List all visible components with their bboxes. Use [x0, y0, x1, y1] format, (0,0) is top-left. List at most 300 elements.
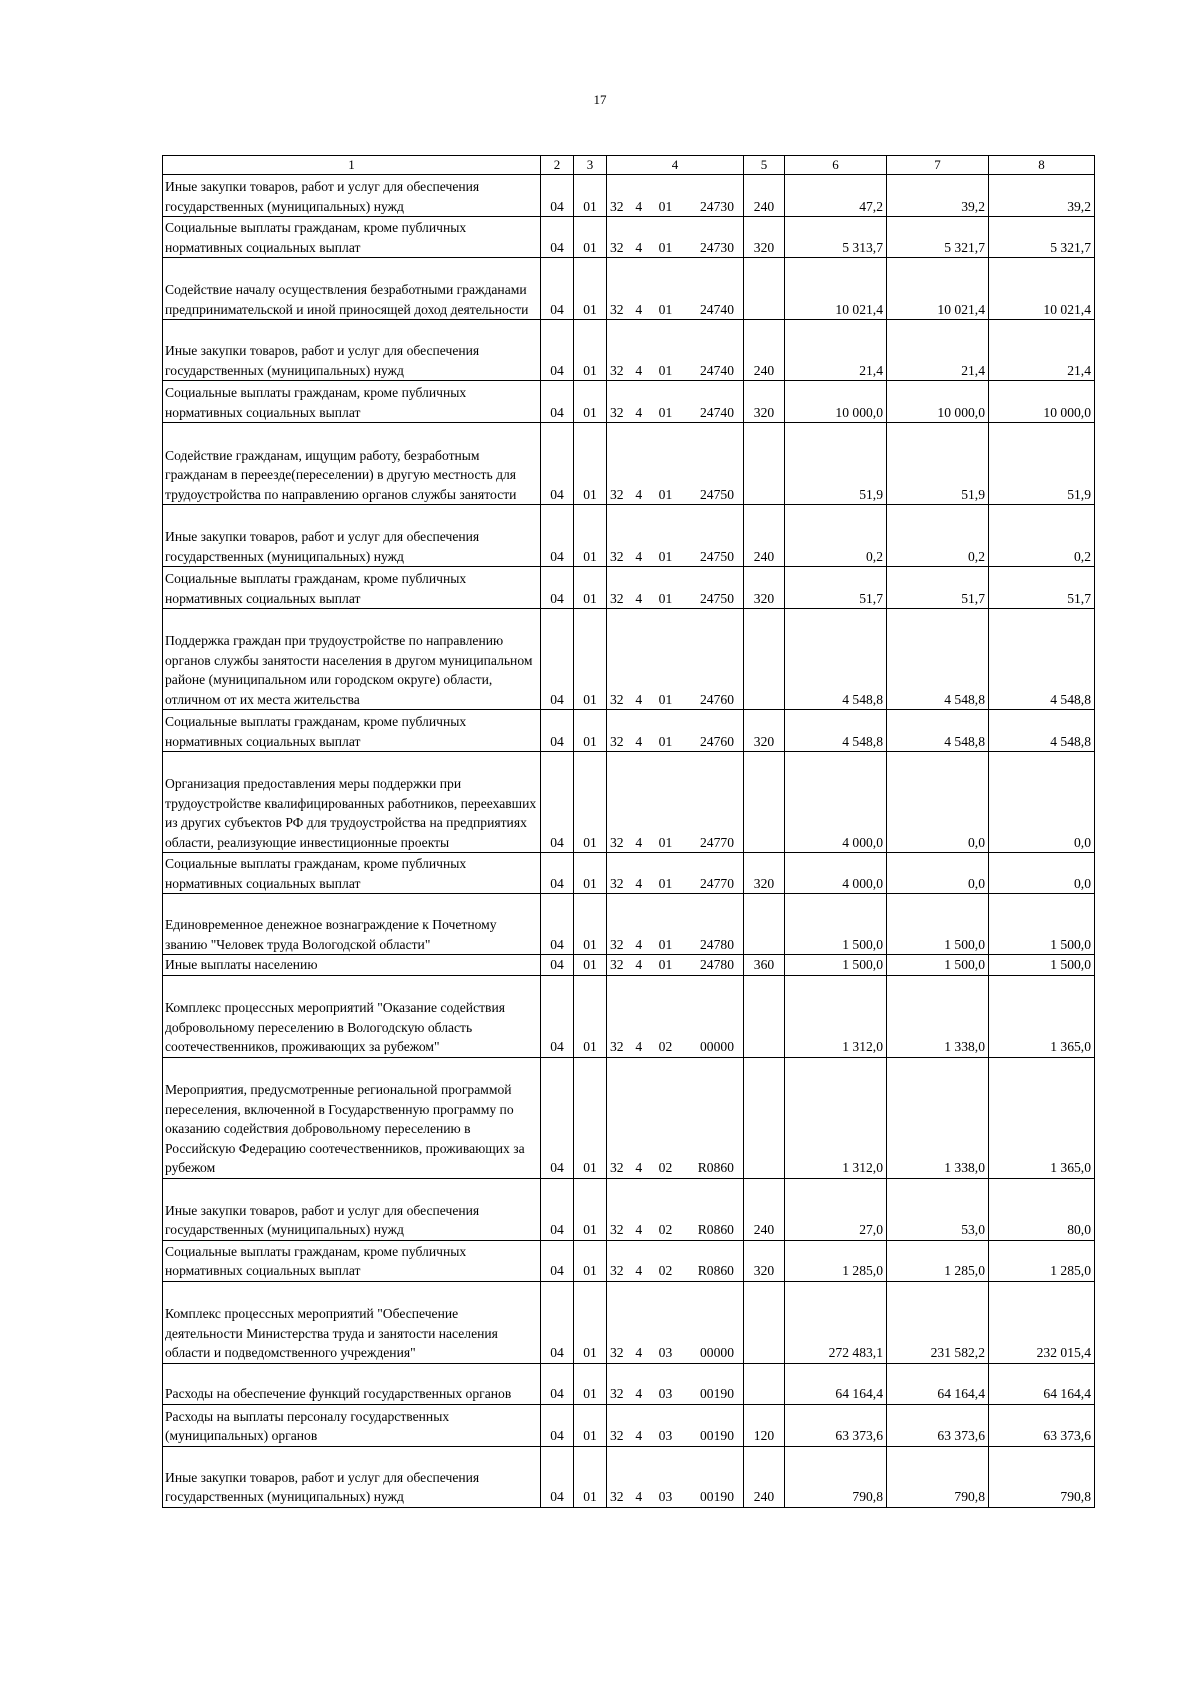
- section-code: 04: [541, 1404, 574, 1446]
- amount-col7: 21,4: [887, 320, 989, 381]
- table-row: [163, 175, 1095, 217]
- program-code-parts: [610, 690, 740, 710]
- program-code-part: 32: [610, 691, 624, 707]
- table-row: [163, 710, 1095, 752]
- program-code-part: 32: [610, 1345, 624, 1360]
- program-code-part: 24750: [700, 486, 734, 502]
- program-code-parts: [610, 1158, 740, 1178]
- program-code-parts: [610, 1261, 740, 1281]
- program-code-part: 32: [610, 1263, 624, 1278]
- amount-col7: 51,9: [887, 423, 989, 505]
- program-code: [607, 894, 744, 955]
- program-code: [607, 505, 744, 567]
- expense-type-code: 320: [744, 381, 785, 423]
- expense-type-code: 320: [744, 710, 785, 752]
- program-code-part: 24760: [700, 733, 734, 749]
- amount-col7: 1 500,0: [887, 894, 989, 955]
- section-code: 04: [541, 894, 574, 955]
- subsection-code: 01: [574, 567, 607, 609]
- expense-type-code: [744, 1281, 785, 1363]
- subsection-code: 01: [574, 1404, 607, 1446]
- row-name: Расходы на обеспечение функций государственных органов: [163, 1363, 541, 1404]
- program-code-part: 00190: [700, 1489, 734, 1504]
- program-code: [607, 567, 744, 609]
- program-code-part: 32: [610, 875, 624, 891]
- program-code-part: 4: [635, 1263, 643, 1278]
- section-code: 04: [541, 423, 574, 505]
- expense-type-code: [744, 752, 785, 853]
- amount-col8: 1 365,0: [989, 1057, 1095, 1178]
- table-row: [163, 975, 1095, 1057]
- program-code-part: 24750: [700, 548, 734, 564]
- program-code: [607, 752, 744, 853]
- program-code-part: 4: [635, 691, 643, 707]
- table-row: [163, 505, 1095, 567]
- subsection-code: 01: [574, 1363, 607, 1404]
- program-code-parts: [610, 1037, 740, 1057]
- amount-col8: 0,2: [989, 505, 1095, 567]
- program-code-part: 01: [658, 936, 673, 952]
- amount-col6: 21,4: [785, 320, 887, 381]
- row-name: Организация предоставления меры поддержки при трудоустройстве квалифицированных работников, переехавших из других субъектов РФ для трудоустройства на предприятиях области, реализующие инвестиционные проекты: [163, 752, 541, 853]
- row-name: Социальные выплаты гражданам, кроме публичных нормативных социальных выплат: [163, 381, 541, 423]
- program-code-part: 32: [610, 957, 624, 972]
- program-code-part: 4: [635, 1039, 643, 1054]
- program-code-part: 03: [658, 1345, 673, 1360]
- amount-col6: 47,2: [785, 175, 887, 217]
- section-code: 04: [541, 752, 574, 853]
- row-name: Единовременное денежное вознаграждение к Почетному званию "Человек труда Вологодской области": [163, 894, 541, 955]
- subsection-code: 01: [574, 258, 607, 320]
- program-code-part: 03: [658, 1428, 673, 1443]
- amount-col8: 4 548,8: [989, 710, 1095, 752]
- program-code-parts: [610, 238, 740, 258]
- program-code-part: 32: [610, 733, 624, 749]
- section-code: 04: [541, 505, 574, 567]
- subsection-code: 01: [574, 217, 607, 258]
- amount-col7: 4 548,8: [887, 609, 989, 710]
- program-code: [607, 609, 744, 710]
- table-row: [163, 320, 1095, 381]
- amount-col7: 1 338,0: [887, 975, 989, 1057]
- subsection-code: 01: [574, 975, 607, 1057]
- subsection-code: 01: [574, 1057, 607, 1178]
- subsection-code: 01: [574, 1240, 607, 1281]
- section-code: 04: [541, 1446, 574, 1507]
- budget-table: [162, 155, 1095, 1508]
- subsection-code: 01: [574, 381, 607, 423]
- amount-col7: 10 000,0: [887, 381, 989, 423]
- header-cell: 2: [541, 156, 574, 175]
- section-code: 04: [541, 1178, 574, 1240]
- program-code-part: 32: [610, 362, 624, 378]
- subsection-code: 01: [574, 1446, 607, 1507]
- program-code-part: 24740: [700, 301, 734, 317]
- table-row: [163, 217, 1095, 258]
- subsection-code: 01: [574, 1178, 607, 1240]
- program-code-part: 32: [610, 404, 624, 420]
- amount-col6: 1 285,0: [785, 1240, 887, 1281]
- program-code-part: 4: [635, 957, 643, 972]
- subsection-code: 01: [574, 853, 607, 894]
- amount-col8: 4 548,8: [989, 609, 1095, 710]
- section-code: 04: [541, 710, 574, 752]
- page-number: 17: [593, 92, 607, 107]
- amount-col6: 10 021,4: [785, 258, 887, 320]
- program-code-part: 01: [658, 957, 673, 972]
- program-code: [607, 955, 744, 976]
- section-code: 04: [541, 381, 574, 423]
- program-code-part: 32: [610, 301, 624, 317]
- program-code-part: 00000: [700, 1345, 734, 1360]
- row-name: Расходы на выплаты персоналу государственных (муниципальных) органов: [163, 1404, 541, 1446]
- amount-col8: 1 500,0: [989, 955, 1095, 976]
- program-code-part: 32: [610, 834, 624, 850]
- program-code-part: R0860: [697, 1160, 734, 1175]
- program-code-parts: [610, 589, 740, 609]
- amount-col6: 5 313,7: [785, 217, 887, 258]
- amount-col6: 27,0: [785, 1178, 887, 1240]
- section-code: 04: [541, 975, 574, 1057]
- program-code-part: 4: [635, 1222, 643, 1237]
- table-row: [163, 381, 1095, 423]
- program-code-part: 32: [610, 486, 624, 502]
- amount-col8: 0,0: [989, 853, 1095, 894]
- amount-col6: 4 548,8: [785, 609, 887, 710]
- program-code-part: 4: [635, 590, 643, 606]
- program-code-parts: [610, 874, 740, 894]
- amount-col8: 10 021,4: [989, 258, 1095, 320]
- amount-col6: 51,7: [785, 567, 887, 609]
- program-code-part: 02: [658, 1263, 673, 1278]
- table-row: [163, 955, 1095, 976]
- section-code: 04: [541, 258, 574, 320]
- amount-col6: 1 312,0: [785, 1057, 887, 1178]
- program-code-part: 32: [610, 1428, 624, 1443]
- program-code-part: 24780: [700, 957, 734, 972]
- expense-type-code: [744, 258, 785, 320]
- row-name: Содействие гражданам, ищущим работу, безработным гражданам в переезде(переселении) в другую местность для трудоустройства по направлению органов службы занятости: [163, 423, 541, 505]
- program-code-part: 01: [658, 691, 673, 707]
- amount-col7: 64 164,4: [887, 1363, 989, 1404]
- amount-col8: 64 164,4: [989, 1363, 1095, 1404]
- amount-col6: 1 312,0: [785, 975, 887, 1057]
- amount-col6: 63 373,6: [785, 1404, 887, 1446]
- program-code-parts: [610, 1384, 740, 1404]
- expense-type-code: 120: [744, 1404, 785, 1446]
- section-code: 04: [541, 1281, 574, 1363]
- section-code: 04: [541, 320, 574, 381]
- table-row: [163, 567, 1095, 609]
- amount-col7: 231 582,2: [887, 1281, 989, 1363]
- section-code: 04: [541, 853, 574, 894]
- program-code-parts: [610, 485, 740, 505]
- program-code-part: 32: [610, 1489, 624, 1504]
- program-code-part: 24760: [700, 691, 734, 707]
- row-name: Иные закупки товаров, работ и услуг для обеспечения государственных (муниципальных) нужд: [163, 505, 541, 567]
- section-code: 04: [541, 955, 574, 976]
- table-row: [163, 1363, 1095, 1404]
- amount-col8: 1 500,0: [989, 894, 1095, 955]
- program-code-part: 4: [635, 1428, 643, 1443]
- program-code-part: 01: [658, 548, 673, 564]
- amount-col6: 272 483,1: [785, 1281, 887, 1363]
- amount-col7: 39,2: [887, 175, 989, 217]
- section-code: 04: [541, 175, 574, 217]
- amount-col7: 4 548,8: [887, 710, 989, 752]
- table-row: [163, 1240, 1095, 1281]
- program-code-parts: [610, 935, 740, 955]
- expense-type-code: 240: [744, 320, 785, 381]
- expense-type-code: 240: [744, 1178, 785, 1240]
- expense-type-code: 360: [744, 955, 785, 976]
- program-code-part: 02: [658, 1222, 673, 1237]
- amount-col8: 1 285,0: [989, 1240, 1095, 1281]
- header-cell: 8: [989, 156, 1095, 175]
- amount-col8: 10 000,0: [989, 381, 1095, 423]
- subsection-code: 01: [574, 609, 607, 710]
- program-code-part: 24750: [700, 590, 734, 606]
- program-code-parts: [610, 1487, 740, 1507]
- table-row: [163, 1057, 1095, 1178]
- program-code: [607, 258, 744, 320]
- program-code-part: 4: [635, 486, 643, 502]
- expense-type-code: 320: [744, 1240, 785, 1281]
- row-name: Иные выплаты населению: [163, 955, 541, 976]
- header-cell: 4: [607, 156, 744, 175]
- row-name: Мероприятия, предусмотренные региональной программой переселения, включенной в Государственную программу по оказанию содействия добровольному переселению в Российскую Федерацию соотечественников, проживающих за рубежом: [163, 1057, 541, 1178]
- section-code: 04: [541, 1363, 574, 1404]
- program-code: [607, 217, 744, 258]
- amount-col8: 5 321,7: [989, 217, 1095, 258]
- amount-col8: 232 015,4: [989, 1281, 1095, 1363]
- program-code-part: 01: [658, 362, 673, 378]
- program-code-part: 32: [610, 239, 624, 255]
- program-code: [607, 853, 744, 894]
- program-code: [607, 423, 744, 505]
- program-code-parts: [610, 300, 740, 320]
- program-code: [607, 1446, 744, 1507]
- program-code-part: 4: [635, 936, 643, 952]
- program-code-part: 4: [635, 362, 643, 378]
- header-row: [163, 156, 1095, 175]
- amount-col7: 0,0: [887, 853, 989, 894]
- amount-col6: 4 000,0: [785, 752, 887, 853]
- row-name: Поддержка граждан при трудоустройстве по направлению органов службы занятости населения в другом муниципальном районе (муниципальном или городском округе) области, отличном от их места жительства: [163, 609, 541, 710]
- header-cell: 3: [574, 156, 607, 175]
- program-code-part: 4: [635, 301, 643, 317]
- program-code-part: 32: [610, 936, 624, 952]
- expense-type-code: 240: [744, 175, 785, 217]
- section-code: 04: [541, 609, 574, 710]
- amount-col6: 0,2: [785, 505, 887, 567]
- program-code-part: 24730: [700, 239, 734, 255]
- table-row: [163, 258, 1095, 320]
- program-code-part: 01: [658, 834, 673, 850]
- amount-col7: 0,2: [887, 505, 989, 567]
- program-code: [607, 320, 744, 381]
- program-code-part: 4: [635, 834, 643, 850]
- table-row: [163, 423, 1095, 505]
- amount-col8: 80,0: [989, 1178, 1095, 1240]
- expense-type-code: [744, 1363, 785, 1404]
- amount-col7: 10 021,4: [887, 258, 989, 320]
- program-code-part: 4: [635, 875, 643, 891]
- expense-type-code: [744, 894, 785, 955]
- expense-type-code: 240: [744, 505, 785, 567]
- program-code: [607, 710, 744, 752]
- program-code: [607, 1178, 744, 1240]
- amount-col6: 1 500,0: [785, 894, 887, 955]
- amount-col8: 63 373,6: [989, 1404, 1095, 1446]
- expense-type-code: 320: [744, 217, 785, 258]
- program-code-parts: [610, 732, 740, 752]
- program-code-part: 4: [635, 1160, 643, 1175]
- program-code-part: 32: [610, 1160, 624, 1175]
- program-code-part: 01: [658, 301, 673, 317]
- amount-col7: 0,0: [887, 752, 989, 853]
- header-cell: 5: [744, 156, 785, 175]
- amount-col8: 0,0: [989, 752, 1095, 853]
- amount-col8: 21,4: [989, 320, 1095, 381]
- amount-col6: 10 000,0: [785, 381, 887, 423]
- header-cell: 7: [887, 156, 989, 175]
- amount-col6: 4 000,0: [785, 853, 887, 894]
- program-code: [607, 975, 744, 1057]
- program-code-part: 4: [635, 1386, 643, 1401]
- table-row: [163, 1178, 1095, 1240]
- amount-col7: 5 321,7: [887, 217, 989, 258]
- program-code-part: 01: [658, 875, 673, 891]
- program-code-part: 24740: [700, 362, 734, 378]
- amount-col7: 1 500,0: [887, 955, 989, 976]
- subsection-code: 01: [574, 955, 607, 976]
- program-code-part: 32: [610, 1222, 624, 1237]
- program-code: [607, 1057, 744, 1178]
- program-code-part: 32: [610, 590, 624, 606]
- row-name: Социальные выплаты гражданам, кроме публичных нормативных социальных выплат: [163, 710, 541, 752]
- expense-type-code: 320: [744, 567, 785, 609]
- expense-type-code: [744, 609, 785, 710]
- program-code-part: 03: [658, 1386, 673, 1401]
- program-code-parts: [610, 547, 740, 567]
- amount-col7: 1 338,0: [887, 1057, 989, 1178]
- program-code-parts: [610, 1220, 740, 1240]
- program-code-parts: [610, 361, 740, 381]
- row-name: Иные закупки товаров, работ и услуг для обеспечения государственных (муниципальных) нужд: [163, 1446, 541, 1507]
- program-code-part: 00190: [700, 1386, 734, 1401]
- amount-col6: 64 164,4: [785, 1363, 887, 1404]
- subsection-code: 01: [574, 320, 607, 381]
- subsection-code: 01: [574, 752, 607, 853]
- program-code-part: 24780: [700, 936, 734, 952]
- program-code-parts: [610, 403, 740, 423]
- program-code-part: 32: [610, 198, 624, 214]
- section-code: 04: [541, 217, 574, 258]
- program-code-part: 01: [658, 486, 673, 502]
- program-code: [607, 1404, 744, 1446]
- subsection-code: 01: [574, 175, 607, 217]
- amount-col6: 4 548,8: [785, 710, 887, 752]
- program-code-part: 4: [635, 1345, 643, 1360]
- expense-type-code: [744, 423, 785, 505]
- program-code-part: 24730: [700, 198, 734, 214]
- row-name: Социальные выплаты гражданам, кроме публичных нормативных социальных выплат: [163, 217, 541, 258]
- amount-col7: 790,8: [887, 1446, 989, 1507]
- program-code-part: 4: [635, 404, 643, 420]
- program-code-part: 02: [658, 1039, 673, 1054]
- program-code: [607, 1240, 744, 1281]
- amount-col6: 1 500,0: [785, 955, 887, 976]
- program-code-parts: [610, 833, 740, 853]
- amount-col7: 1 285,0: [887, 1240, 989, 1281]
- section-code: 04: [541, 1240, 574, 1281]
- program-code-part: 24770: [700, 834, 734, 850]
- program-code-part: 32: [610, 1039, 624, 1054]
- row-name: Содействие началу осуществления безработными гражданами предпринимательской и иной приносящей доход деятельности: [163, 258, 541, 320]
- row-name: Иные закупки товаров, работ и услуг для обеспечения государственных (муниципальных) нужд: [163, 175, 541, 217]
- program-code-part: 4: [635, 733, 643, 749]
- expense-type-code: [744, 975, 785, 1057]
- program-code: [607, 1363, 744, 1404]
- amount-col6: 790,8: [785, 1446, 887, 1507]
- program-code: [607, 381, 744, 423]
- program-code-parts: [610, 197, 740, 217]
- section-code: 04: [541, 567, 574, 609]
- program-code: [607, 1281, 744, 1363]
- table-row: [163, 1281, 1095, 1363]
- subsection-code: 01: [574, 505, 607, 567]
- program-code-part: 01: [658, 733, 673, 749]
- row-name: Комплекс процессных мероприятий "Обеспечение деятельности Министерства труда и занятости населения области и подведомственного учреждения": [163, 1281, 541, 1363]
- table-row: [163, 1446, 1095, 1507]
- program-code-parts: [610, 1343, 740, 1363]
- program-code-parts: [610, 955, 740, 975]
- amount-col7: 51,7: [887, 567, 989, 609]
- subsection-code: 01: [574, 710, 607, 752]
- program-code-part: 4: [635, 239, 643, 255]
- amount-col8: 1 365,0: [989, 975, 1095, 1057]
- table-body: [163, 156, 1095, 1508]
- row-name: Иные закупки товаров, работ и услуг для обеспечения государственных (муниципальных) нужд: [163, 320, 541, 381]
- amount-col8: 790,8: [989, 1446, 1095, 1507]
- program-code-part: 00000: [700, 1039, 734, 1054]
- program-code-part: 4: [635, 198, 643, 214]
- table-row: [163, 1404, 1095, 1446]
- program-code-part: 32: [610, 548, 624, 564]
- program-code-part: 03: [658, 1489, 673, 1504]
- program-code-part: R0860: [697, 1263, 734, 1278]
- amount-col8: 51,7: [989, 567, 1095, 609]
- row-name: Социальные выплаты гражданам, кроме публичных нормативных социальных выплат: [163, 567, 541, 609]
- expense-type-code: [744, 1057, 785, 1178]
- program-code-part: 01: [658, 198, 673, 214]
- program-code-part: 00190: [700, 1428, 734, 1443]
- subsection-code: 01: [574, 423, 607, 505]
- program-code-part: 02: [658, 1160, 673, 1175]
- program-code-parts: [610, 1426, 740, 1446]
- program-code-part: 01: [658, 404, 673, 420]
- row-name: Социальные выплаты гражданам, кроме публичных нормативных социальных выплат: [163, 853, 541, 894]
- program-code-part: 01: [658, 590, 673, 606]
- program-code-part: 4: [635, 548, 643, 564]
- header-cell: 1: [163, 156, 541, 175]
- row-name: Комплекс процессных мероприятий "Оказание содействия добровольному переселению в Вологодскую область соотечественников, проживающих за рубежом": [163, 975, 541, 1057]
- table-row: [163, 752, 1095, 853]
- amount-col7: 53,0: [887, 1178, 989, 1240]
- header-cell: 6: [785, 156, 887, 175]
- amount-col6: 51,9: [785, 423, 887, 505]
